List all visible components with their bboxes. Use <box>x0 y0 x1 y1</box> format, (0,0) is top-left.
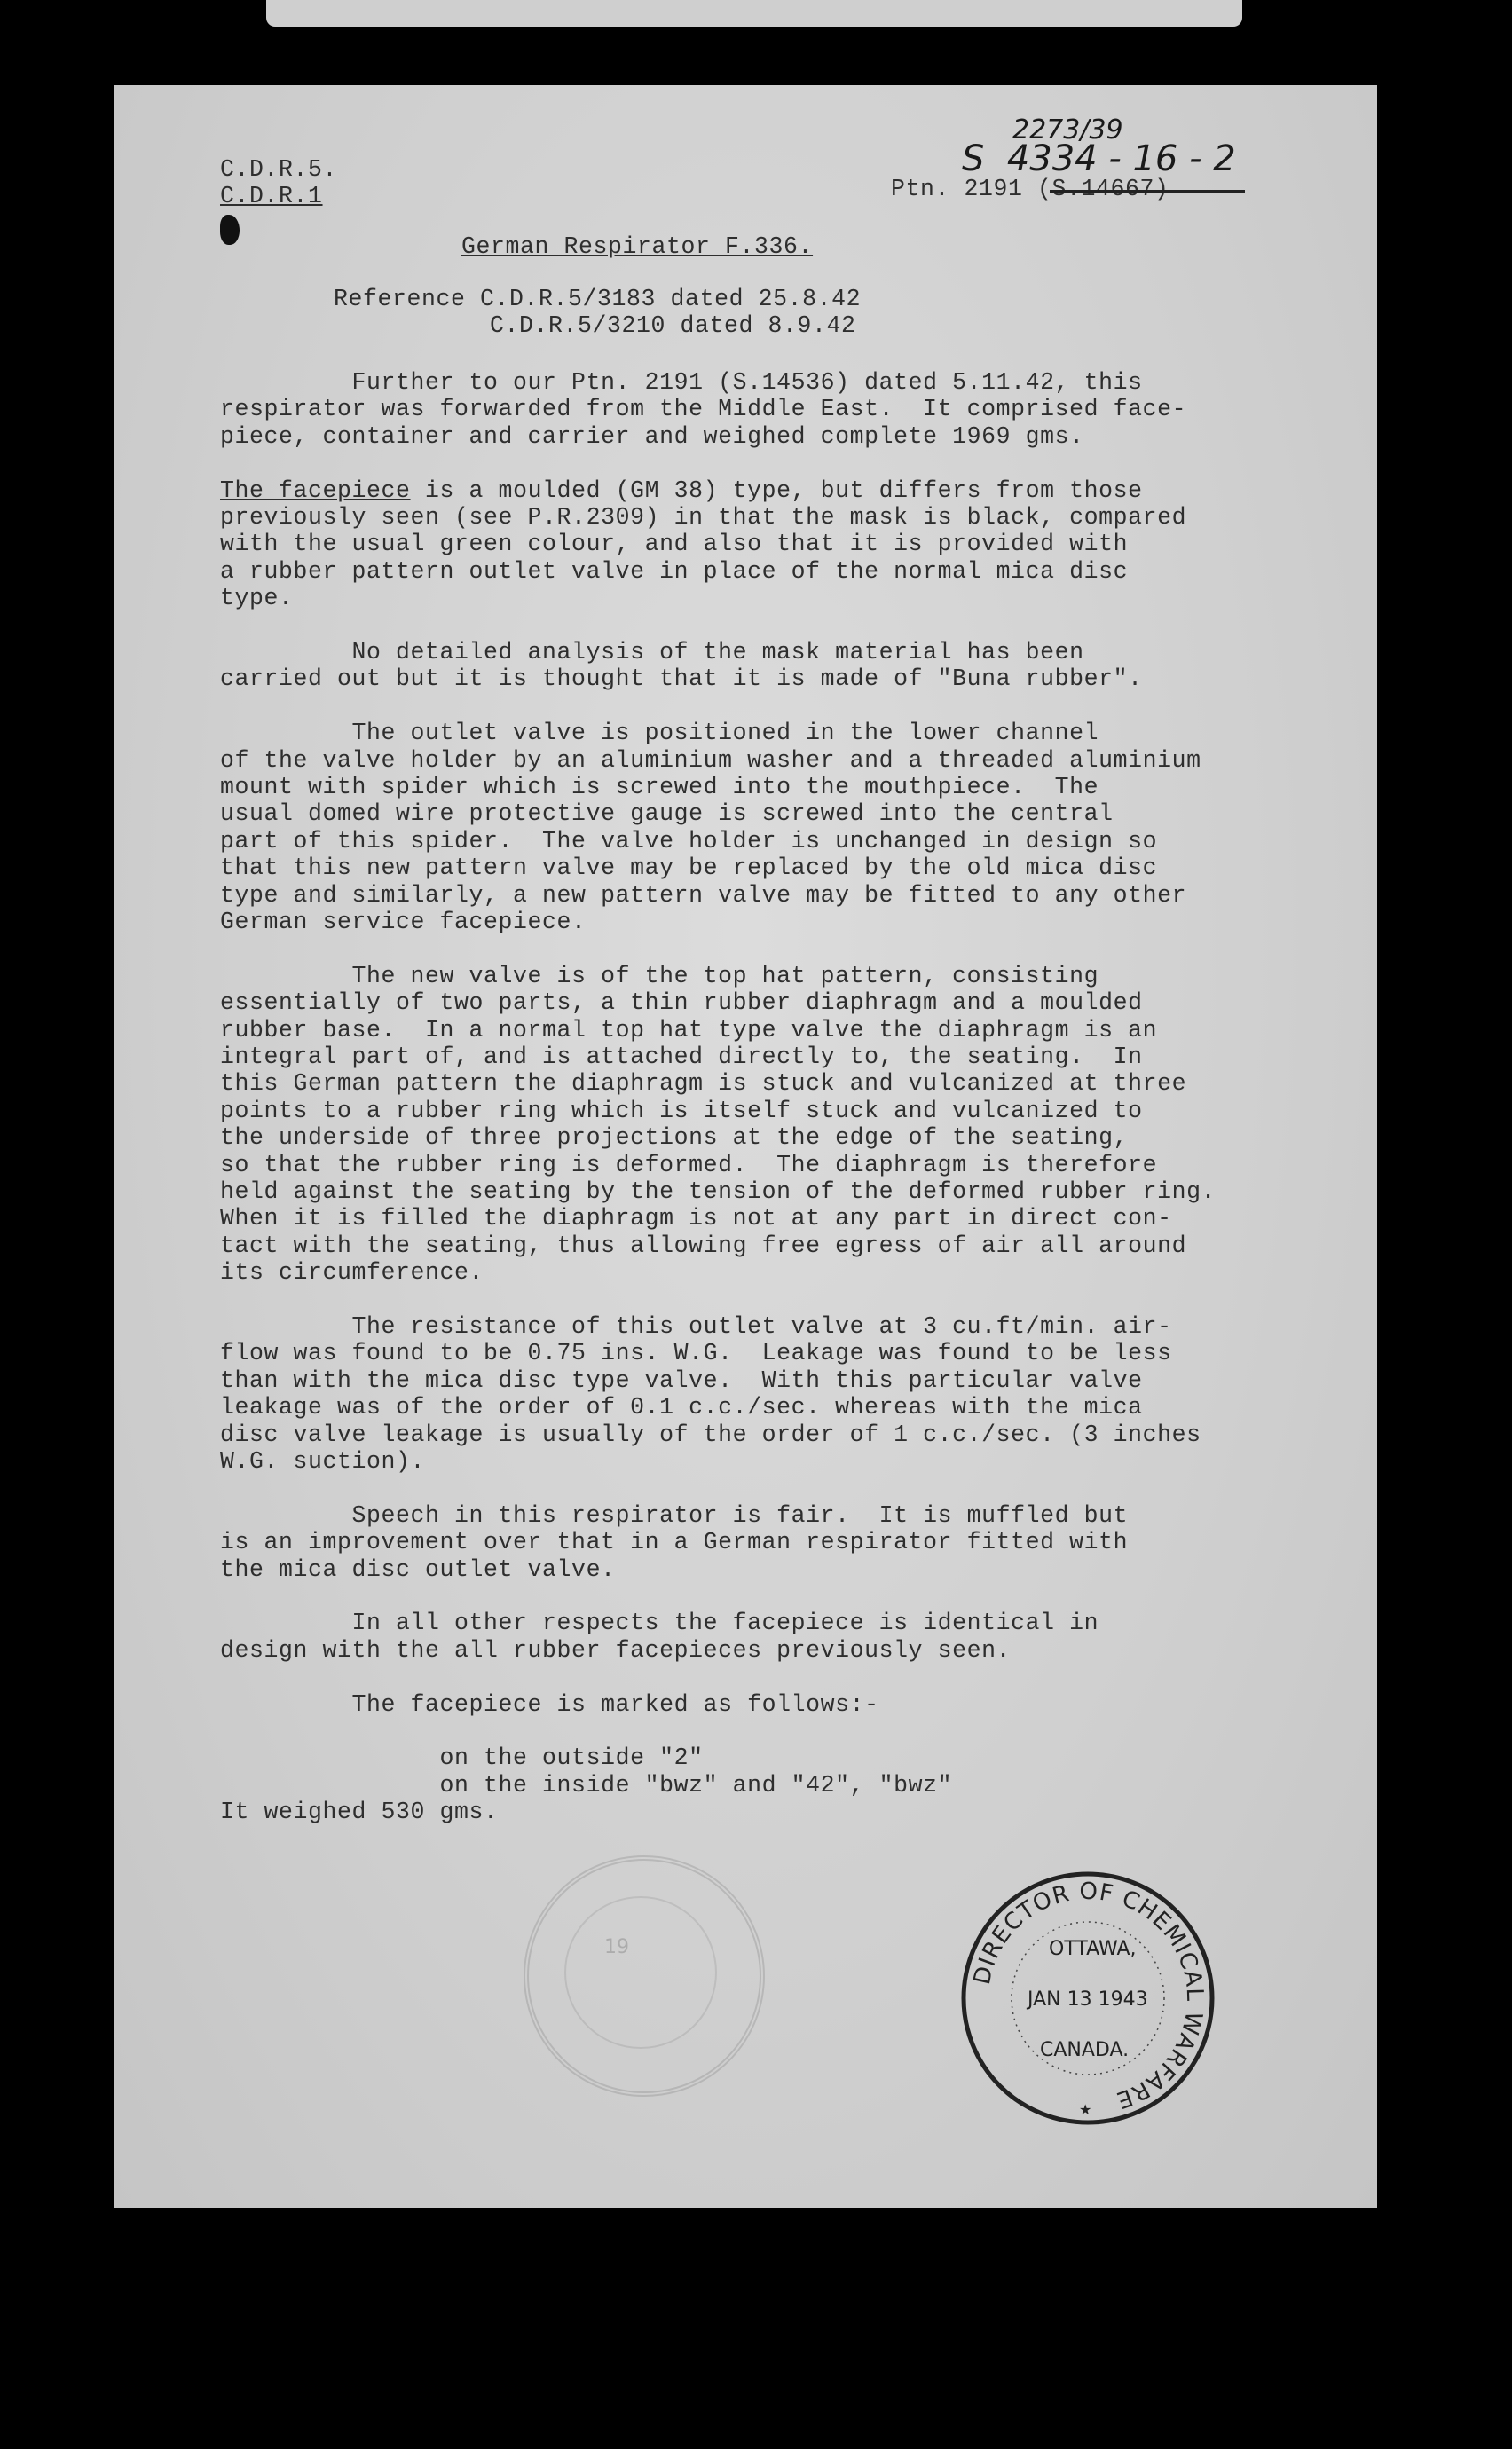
body-line <box>220 720 1099 746</box>
body-line <box>220 1556 616 1583</box>
body-line <box>220 1340 1172 1366</box>
body-line-text: of the valve holder by an aluminium washer and a threaded aluminium <box>220 746 1201 774</box>
reference-line-2: C.D.R.5/3210 dated 8.9.42 <box>490 312 856 339</box>
body-line <box>220 477 1143 504</box>
body-line-text: this German pattern the diaphragm is stuck and vulcanized at three <box>220 1070 1187 1098</box>
body-line <box>220 909 587 935</box>
body-line <box>220 1232 1186 1259</box>
body-line <box>220 747 1201 774</box>
body-line <box>220 1098 1143 1124</box>
section-lead: The facepiece <box>220 476 411 504</box>
body-line <box>220 504 1186 531</box>
body-line-text: is an improvement over that in a German respirator fitted with <box>220 1529 1129 1556</box>
body-line-text: its circumference. <box>220 1259 484 1287</box>
body-line <box>220 1152 1157 1178</box>
body-line <box>220 1178 1216 1205</box>
body-line-text: type and similarly, a new pattern valve may be fitted to any other <box>220 881 1187 909</box>
body-line-text: No detailed analysis of the mask material has been <box>220 639 1084 665</box>
body-line <box>220 1610 1099 1636</box>
handwritten-file-number: 2273/39 <box>1012 114 1123 146</box>
body-line <box>220 1259 484 1286</box>
document-page <box>114 85 1377 2208</box>
body-line-text: that this new pattern valve may be replaced by the old mica disc <box>220 854 1158 882</box>
body-line <box>220 396 1186 422</box>
stamp-ring-text: DIRECTOR OF CHEMICAL WARFARE <box>968 1878 1209 2114</box>
body-line <box>220 1529 1128 1555</box>
body-line <box>220 1394 1143 1421</box>
ptn-reference: Ptn. 2191 (S.14667) <box>891 176 1169 202</box>
body-line-text: the underside of three projections at the edge of the seating, <box>220 1124 1129 1152</box>
body-line <box>220 1744 704 1771</box>
body-line-text: a rubber pattern outlet valve in place of the normal mica disc <box>220 557 1129 585</box>
body-line-text: than with the mica disc type valve. With this particular valve <box>220 1366 1143 1394</box>
body-line <box>220 1691 879 1718</box>
body-line <box>220 1124 1128 1151</box>
body-line <box>220 828 1157 854</box>
body-line-text: Further to our Ptn. 2191 (S.14536) dated 5.11.42, this <box>220 369 1143 396</box>
body-line <box>220 1502 1128 1529</box>
ptn-strikethrough <box>1050 190 1245 193</box>
body-line <box>220 1205 1172 1232</box>
body-line-text: disc valve leakage is usually of the order of 1 c.c./sec. (3 inches <box>220 1421 1201 1448</box>
stamp-country: CANADA. <box>1040 2039 1130 2061</box>
body-line <box>220 1017 1157 1043</box>
body-line-text: Speech in this respirator is fair. It is muffled but <box>220 1501 1129 1529</box>
stamp-star: ★ <box>1079 2101 1092 2118</box>
body-line-text: When it is filled the diaphragm is not at any part in direct con- <box>220 1205 1172 1232</box>
handwritten-reference: S 4334 - 16 - 2 <box>962 138 1236 179</box>
body-line-text: The facepiece is marked as follows:- <box>220 1690 879 1718</box>
faint-stamp-text: 19 <box>604 1936 629 1958</box>
film-edge <box>266 0 1242 27</box>
ink-blot <box>220 215 240 245</box>
body-line-text: usual domed wire protective gauge is screwed into the central <box>220 800 1114 828</box>
body-line-text: respirator was forwarded from the Middle East. It comprised face- <box>220 396 1187 423</box>
body-line <box>220 1043 1143 1070</box>
body-line <box>220 1772 952 1799</box>
body-line <box>220 989 1143 1016</box>
body-line <box>220 800 1114 827</box>
body-line-text: with the usual green colour, and also that it is provided with <box>220 531 1129 558</box>
distribution-line-2: C.D.R.1 <box>220 183 323 209</box>
body-line-text: German service facepiece. <box>220 909 587 935</box>
body-line-text: type. <box>220 585 294 612</box>
body-line-text: The outlet valve is positioned in the lower channel <box>220 720 1099 747</box>
body-line <box>220 1448 425 1475</box>
body-line <box>220 963 1099 989</box>
body-line-text: on the inside "bwz" and "42", "bwz" <box>220 1771 953 1799</box>
body-line-text: W.G. suction). <box>220 1448 426 1475</box>
page-title: German Respirator F.336. <box>461 233 814 260</box>
stamp-date: JAN 13 1943 <box>1028 1988 1148 2011</box>
body-line-text: essentially of two parts, a thin rubber diaphragm and a moulded <box>220 989 1143 1017</box>
body-line <box>220 882 1186 909</box>
body-line <box>220 1421 1201 1448</box>
faint-circular-stamp <box>524 1855 765 2097</box>
body-line-text: previously seen (see P.R.2309) in that the mask is black, compared <box>220 504 1187 531</box>
faint-stamp-inner-ring <box>564 1896 717 2049</box>
body-line <box>220 665 1143 692</box>
body-line-text: The resistance of this outlet valve at 3 cu.ft/min. air- <box>220 1313 1172 1340</box>
body-line-text: In all other respects the facepiece is identical in <box>220 1610 1099 1637</box>
date-stamp <box>958 1869 1217 2128</box>
body-line-text: It weighed 530 gms. <box>220 1799 499 1826</box>
body-line <box>220 1367 1143 1394</box>
stamp-city: OTTAWA, <box>1049 1938 1137 1960</box>
reference-line-1: Reference C.D.R.5/3183 dated 25.8.42 <box>334 286 862 312</box>
body-line-text: part of this spider. The valve holder is unchanged in design so <box>220 827 1158 854</box>
body-line <box>220 774 1099 800</box>
body-line-text: so that the rubber ring is deformed. The diaphragm is therefore <box>220 1151 1158 1178</box>
body-line-text: integral part of, and is attached directly to, the seating. In <box>220 1043 1143 1070</box>
body-line <box>220 854 1157 881</box>
body-line <box>220 1070 1186 1097</box>
body-line-text: on the outside "2" <box>220 1744 704 1772</box>
body-line-text: carried out but it is thought that it is made of "Buna rubber". <box>220 665 1143 693</box>
body-line-text: points to a rubber ring which is itself stuck and vulcanized to <box>220 1097 1143 1124</box>
body-line-text: flow was found to be 0.75 ins. W.G. Leakage was found to be less <box>220 1340 1172 1367</box>
body-line <box>220 423 1084 450</box>
body-line-text: the mica disc outlet valve. <box>220 1555 616 1583</box>
body-line-text: is a moulded (GM 38) type, but differs from those <box>410 476 1143 504</box>
body-line-text: leakage was of the order of 0.1 c.c./sec. whereas with the mica <box>220 1394 1143 1421</box>
body-line <box>220 1313 1172 1340</box>
body-line <box>220 558 1128 585</box>
body-line <box>220 639 1084 665</box>
body-line-text: tact with the seating, thus allowing free egress of air all around <box>220 1232 1187 1259</box>
distribution-line-1: C.D.R.5. <box>220 156 338 183</box>
body-line-text: held against the seating by the tension of the deformed rubber ring. <box>220 1178 1217 1205</box>
body-line-text: mount with spider which is screwed into the mouthpiece. The <box>220 774 1099 800</box>
body-line-text: rubber base. In a normal top hat type valve the diaphragm is an <box>220 1016 1158 1043</box>
body-line <box>220 1637 1011 1664</box>
body-line-text: The new valve is of the top hat pattern, consisting <box>220 962 1099 989</box>
body-line <box>220 1799 499 1825</box>
body-line <box>220 531 1128 557</box>
body-line <box>220 585 294 611</box>
body-line-text: design with the all rubber facepieces previously seen. <box>220 1636 1012 1664</box>
body-line <box>220 369 1143 396</box>
body-line-text: piece, container and carrier and weighed complete 1969 gms. <box>220 422 1084 450</box>
